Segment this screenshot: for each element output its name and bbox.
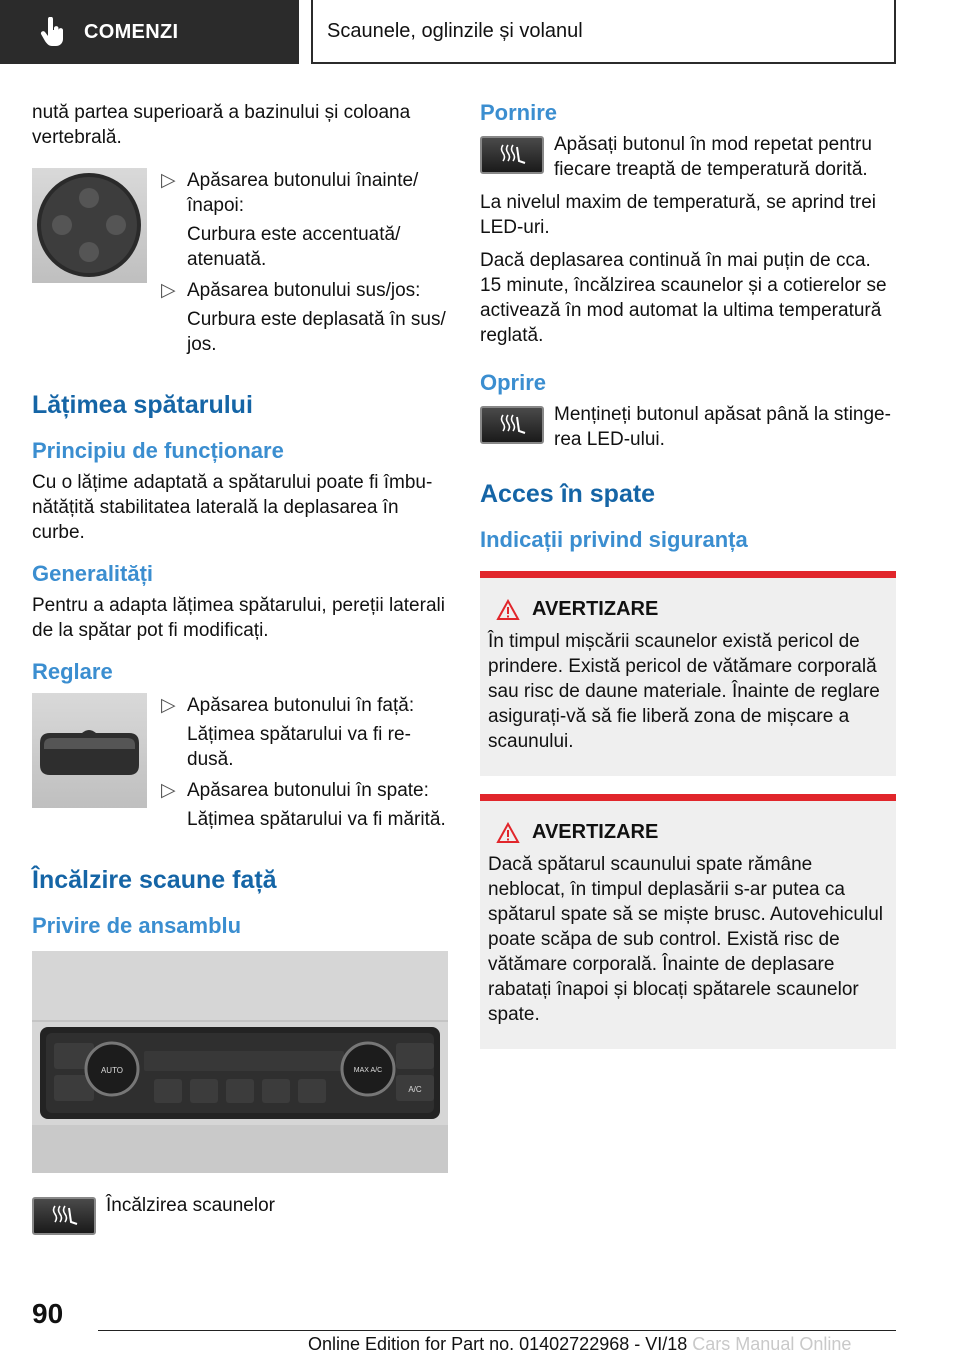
climate-panel-image: [32, 951, 448, 1173]
triangle-bullet-icon: ▷: [161, 780, 176, 801]
hand-pointer-icon: [40, 17, 66, 47]
chapter-tab[interactable]: [0, 0, 299, 64]
warning-text: Dacă spătarul scaunului spate rămâne neblocat, în timpul deplasării s-ar putea ca spătarul spate să se miște brusc. Autovehiculul poate scăpa de sub control. Există risc de vătămare corporală. Înainte de deplasare rabatați înapoi și blocați spătarele scaunelor spate.: [488, 854, 883, 1025]
panel-auto-label: AUTO: [100, 1066, 124, 1075]
lumbar-figure-row: [32, 168, 448, 363]
heading-overview: Privire de ansamblu: [32, 913, 242, 938]
warning-box-2: [480, 794, 896, 1049]
width-bullet-1: ▷ Apăsarea butonului în față:: [161, 695, 415, 716]
heading-stop: Oprire: [480, 370, 547, 395]
intro-text: nută partea superioară a bazinului și coloana vertebrală.: [32, 102, 411, 148]
warning-title: AVERTIZARE: [532, 821, 659, 843]
width-control-image: [32, 693, 147, 808]
principle-text: Cu o lățime adaptată a spătarului poate fi îmbunătățită stabilitatea laterală la deplasarea în curbe.: [32, 472, 433, 543]
lumbar-bullet-1-detail: Curbura este accentuată/ atenuată.: [187, 224, 401, 270]
start-icon-row: [480, 132, 896, 182]
heading-start: Pornire: [480, 100, 558, 125]
lumbar-bullet-1: ▷ Apăsarea butonului înainte/ înapoi:: [161, 170, 419, 216]
footer-text: [308, 1334, 851, 1355]
seat-heating-caption: Încălzirea scaunelor: [106, 1195, 275, 1216]
stop-icon-row: [480, 402, 896, 452]
heading-adjust: Reglare: [32, 659, 113, 684]
left-column: [32, 100, 448, 1243]
general-text: Pentru a adapta lățimea spătarului, pereții laterali de la spătar pot fi modificați.: [32, 595, 445, 641]
triangle-bullet-icon: ▷: [161, 695, 176, 716]
chapter-tab-label: COMENZI: [84, 20, 179, 43]
warning-text: În timpul mișcării scaunelor există pericol de prindere. Există pericol de vătămare corporală sau risc de daune materiale. Înainte de reglare asigurați-vă să fie liberă zona de mișcare a scaunului.: [488, 631, 880, 752]
stop-icon-text: Mențineți butonul apăsat până la stingerea LED-ului.: [554, 404, 891, 450]
warning-triangle-icon: [496, 822, 520, 844]
edition-text: Online Edition for Part no. 01402722968 - VI/18: [308, 1334, 688, 1354]
panel-ac-label: A/C: [408, 1085, 422, 1094]
section-header: [311, 0, 896, 64]
width-bullet-2: ▷ Apăsarea butonului în spate:: [161, 780, 429, 801]
heading-seat-heating: Încălzire scaune față: [32, 866, 277, 894]
heading-safety: Indicații privind siguranța: [480, 527, 748, 552]
width-figure-row: [32, 693, 448, 838]
section-title: Scaunele, oglinzile și volanul: [327, 19, 583, 42]
heading-general: Generalități: [32, 561, 154, 586]
warning-triangle-icon: [496, 599, 520, 621]
lumbar-bullet-2-detail: Curbura este deplasată în sus/ jos.: [187, 309, 446, 355]
page-number: 90: [32, 1298, 64, 1329]
width-bullet-1-detail: Lățimea spătarului va fi redusă.: [187, 724, 411, 770]
warning-title: AVERTIZARE: [532, 598, 659, 620]
seat-heating-icon: [480, 406, 544, 444]
heading-rear-access: Acces în spate: [480, 480, 656, 508]
watermark-text: Cars Manual Online: [692, 1334, 852, 1354]
heading-backrest-width: Lățimea spătarului: [32, 391, 253, 419]
lumbar-bullet-2: ▷ Apăsarea butonului sus/jos:: [161, 280, 421, 301]
right-column: [480, 100, 896, 1049]
start-paragraph-1: La nivelul maxim de temperatură, se aprind trei LED-uri.: [480, 192, 877, 238]
triangle-bullet-icon: ▷: [161, 280, 176, 301]
lumbar-control-image: [32, 168, 147, 283]
width-bullet-2-detail: Lățimea spătarului va fi mărită.: [187, 809, 446, 830]
triangle-bullet-icon: ▷: [161, 170, 176, 191]
seat-heating-icon: [480, 136, 544, 174]
panel-max-ac-label: MAX A/C: [353, 1067, 383, 1074]
start-paragraph-2: Dacă deplasarea continuă în mai puțin de cca. 15 minute, încălzirea scaunelor și a cotierelor se activează în mod automat la ultima temperatură reglată.: [480, 250, 887, 346]
footer-divider: [98, 1330, 896, 1331]
heading-principle: Principiu de funcționare: [32, 438, 284, 463]
seat-heating-icon-row: [32, 1193, 448, 1235]
start-icon-text: Apăsați butonul în mod repetat pentru fiecare treaptă de temperatură dorită.: [554, 134, 872, 180]
seat-heating-icon: [32, 1197, 96, 1235]
warning-box-1: [480, 571, 896, 776]
